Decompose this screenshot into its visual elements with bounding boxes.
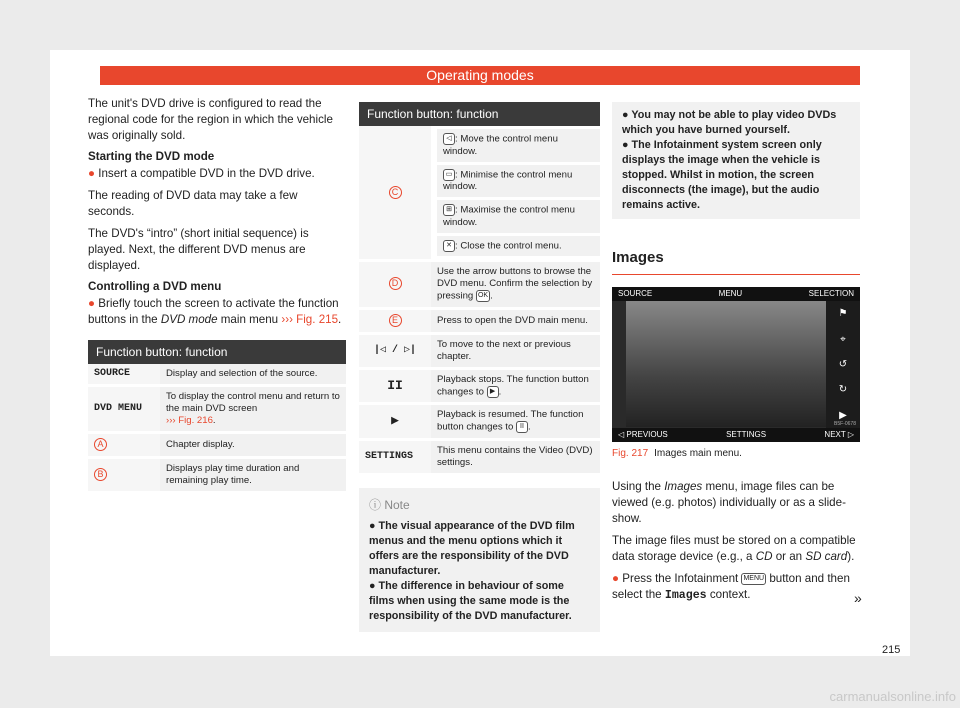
heading-controlling-menu: Controlling a DVD menu — [88, 280, 222, 293]
figure-caption: Fig. 217 Images main menu. — [612, 448, 742, 459]
table-row — [359, 308, 600, 333]
figure-images-menu — [612, 287, 860, 442]
table-row — [359, 404, 600, 440]
function-desc: Display and selection of the source. — [160, 364, 346, 386]
warning-item: ● You may not be able to play video DVDs which you have burned yourself. — [622, 109, 837, 136]
table-row — [359, 126, 600, 261]
paragraph-images-menu: Using the Images menu, image files can be viewed (e.g. photos) individually or as a slide-show. — [612, 480, 846, 525]
bullet-touch-screen: ● Briefly touch the screen to activate the function buttons in the DVD mode main menu ››› Fig. 215. — [88, 297, 342, 326]
table-row — [359, 333, 600, 368]
c-item-move: ◁ : Move the control menu window. — [437, 129, 600, 162]
function-key: SOURCE — [88, 364, 160, 386]
paragraph-reading: The reading of DVD data may take a few seconds. — [88, 189, 298, 218]
zoom-icon: ⌖ — [840, 333, 846, 345]
chapter-header: Operating modes — [100, 66, 860, 85]
c-item-minimise: ▭ : Minimise the control menu window. — [437, 165, 600, 198]
figure-ref-link[interactable]: ››› Fig. 215 — [281, 313, 339, 326]
heading-starting-dvd: Starting the DVD mode — [88, 150, 215, 163]
label-c-icon: C — [389, 186, 402, 199]
minimise-icon: ▭ — [443, 169, 455, 181]
function-desc: Use the arrow buttons to browse the DVD menu. Confirm the selection by pressing OK . — [431, 261, 600, 309]
bullet-icon: ● — [612, 572, 623, 585]
column-left — [88, 96, 346, 494]
table-row — [88, 458, 346, 493]
maximise-icon: ⊞ — [443, 204, 455, 216]
watermark: carmanualsonline.info — [829, 689, 956, 704]
note-item: ● The visual appearance of the DVD film menus and the menu options which it offers are the responsibility of the DVD manufacturer. — [369, 519, 575, 577]
function-key: DVD MENU — [88, 386, 160, 433]
rotate-right-icon: ↻ — [838, 384, 848, 396]
column-right — [612, 102, 860, 610]
table-header: Function button: function — [88, 340, 346, 364]
table-row — [88, 386, 346, 433]
function-desc: Displays play time duration and remaining play time. — [160, 458, 346, 493]
bullet-icon: ● — [88, 167, 99, 180]
function-desc: Playback is resumed. The function button changes to II . — [431, 404, 600, 440]
label-a-icon: A — [94, 438, 107, 451]
function-table-2 — [359, 102, 600, 476]
pause-button-icon: II — [516, 421, 528, 433]
warning-item: ● The Infotainment system screen only displays the image when the vehicle is stopped. Whilst in motion, the screen disconnects (the image), but the audio remains active. — [622, 139, 822, 211]
cathedral-photo — [626, 301, 826, 427]
section-heading-images: Images — [612, 249, 860, 275]
rotate-left-icon: ↺ — [838, 358, 848, 370]
table-row — [359, 439, 600, 474]
table-row — [359, 261, 600, 309]
function-desc: To move to the next or previous chapter. — [431, 333, 600, 368]
function-table-1 — [88, 340, 346, 494]
bullet-icon: ● — [88, 297, 99, 310]
move-icon: ◁ — [443, 133, 455, 145]
figure-ref-link[interactable]: ››› Fig. 216 — [166, 415, 213, 426]
table-row — [359, 368, 600, 404]
close-icon: ✕ — [443, 240, 455, 252]
label-d-icon: D — [389, 277, 402, 290]
ok-button-icon: OK — [476, 290, 490, 302]
page-number: 215 — [882, 644, 901, 656]
paragraph-storage: The image files must be stored on a compatible data storage device (e.g., a CD or an SD card). — [612, 534, 856, 563]
label-b-icon: B — [94, 468, 107, 481]
column-middle — [359, 102, 600, 632]
label-e-icon: E — [389, 314, 402, 327]
c-item-close: ✕ : Close the control menu. — [437, 236, 600, 257]
table-header: Function button: function — [359, 102, 600, 126]
continued-icon: » — [854, 590, 862, 606]
paragraph-region: The unit's DVD drive is configured to read the regional code for the region in which the vehicle was originally sold. — [88, 97, 333, 142]
flag-icon: ⚑ — [838, 308, 848, 320]
warning-box — [612, 102, 860, 219]
note-box — [359, 488, 600, 632]
pause-icon: II — [359, 368, 431, 404]
bullet-insert-dvd: ● Insert a compatible DVD in the DVD drive. — [88, 167, 315, 180]
table-row — [88, 433, 346, 458]
figure-bottom-bar: ◁ PREVIOUS SETTINGS NEXT ▷ — [612, 428, 860, 442]
function-desc: Playback stops. The function button changes to ▶ . — [431, 368, 600, 404]
function-desc: Chapter display. — [160, 433, 346, 458]
prev-next-icon: |◁ / ▷| — [359, 333, 431, 368]
info-icon: ⓘ — [369, 497, 385, 512]
figure-side-controls — [826, 301, 860, 428]
function-desc: Press to open the DVD main menu. — [431, 308, 600, 333]
figure-top-bar: SOURCE MENU SELECTION — [612, 287, 860, 301]
function-desc: To display the control menu and return to the main DVD screen ››› Fig. 216. — [160, 386, 346, 433]
figure-code: B5F-0678 — [834, 421, 856, 427]
note-item: ● The difference in behaviour of some films when using the same mode is the responsibility of the DVD manufacturer. — [369, 579, 572, 622]
table-row — [88, 364, 346, 386]
paragraph-intro: The DVD's “intro” (short initial sequence) is played. Next, the different DVD menus are displayed. — [88, 227, 309, 272]
play-button-icon: ▶ — [487, 386, 499, 398]
function-key: SETTINGS — [359, 439, 431, 474]
menu-button-icon: MENU — [741, 573, 766, 585]
function-desc: This menu contains the Video (DVD) settings. — [431, 439, 600, 474]
note-title: ⓘ Note — [369, 497, 410, 512]
play-icon: ▶ — [839, 409, 847, 421]
c-item-maximise: ⊞ : Maximise the control menu window. — [437, 200, 600, 233]
bullet-press-menu: ● Press the Infotainment MENU button and then select the Images context. — [612, 572, 850, 602]
play-icon: ▶ — [359, 404, 431, 440]
